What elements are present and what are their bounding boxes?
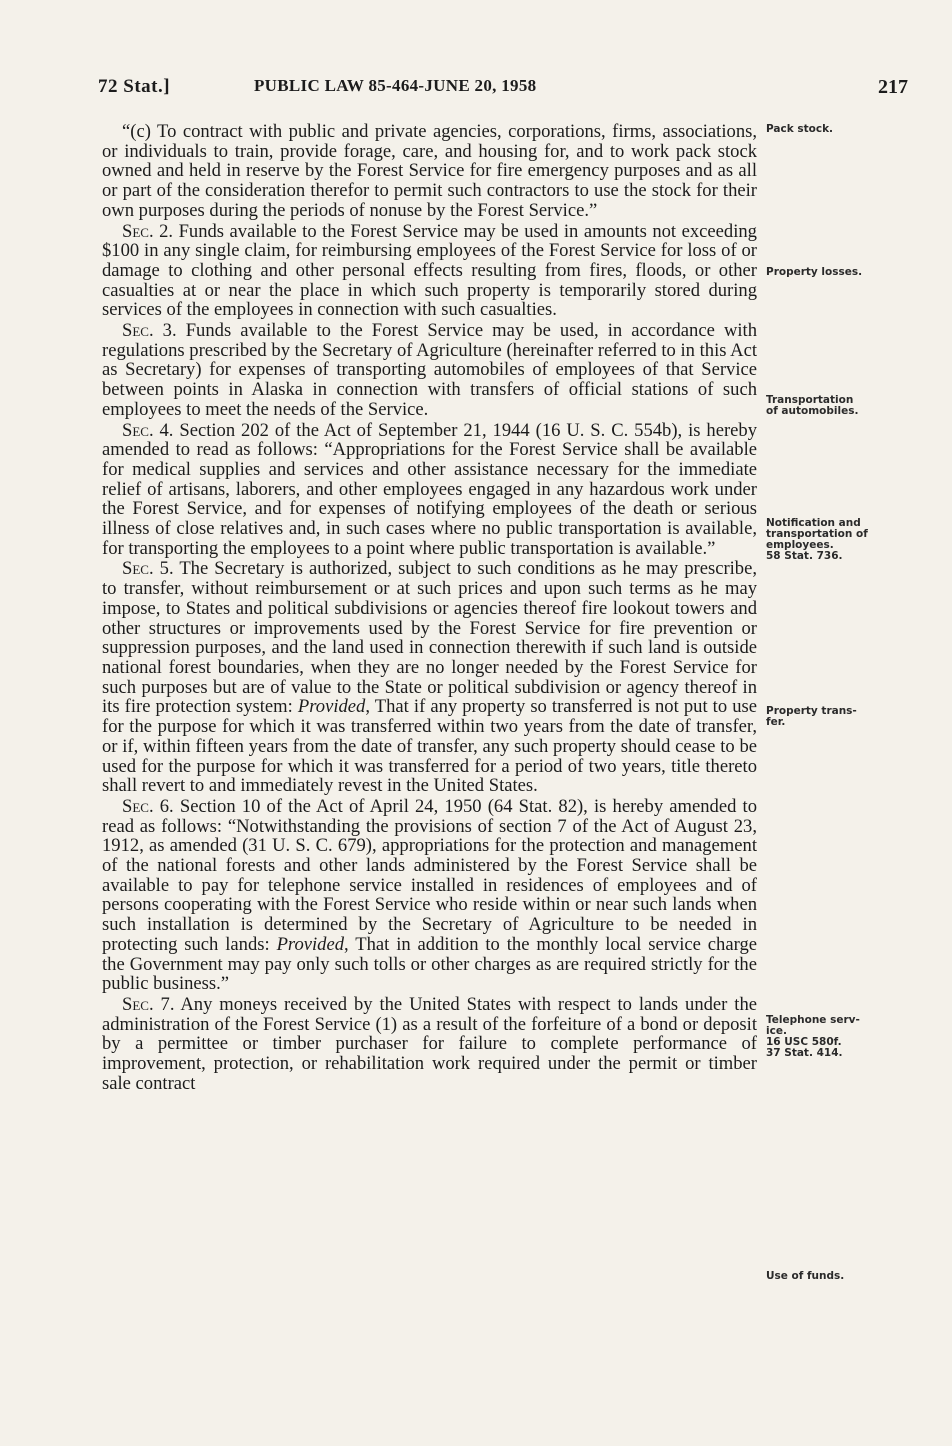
paragraph-sec-2: [102, 222, 757, 321]
margin-note-line: of automobiles.: [766, 405, 859, 417]
text-run: , That in addition to the monthly local service charge the Government may pay only such tolls or other charges as are required strictly for the public business.”: [102, 933, 757, 995]
page-number: 217: [878, 76, 908, 98]
text-run: Any moneys received by the United States with respect to lands under the administration of the Forest Service (1) as a result of the forfeiture of a bond or deposit by a permittee or timber purchaser for failure to complete performance of improvement, protection, or rehabilitation work required under the permit or timber sale contract: [102, 993, 757, 1094]
margin-note-use-of-funds: [766, 1271, 916, 1282]
margin-note-line: 58 Stat. 736.: [766, 550, 843, 562]
margin-note-transportation: [766, 395, 916, 417]
text-run: Section 10 of the Act of April 24, 1950 (64 Stat. 82), is hereby amended to read as follows: “Notwithstanding the provisions of section 7 of the Act of August 23, 1912, as amended (31 U. S. C. 679), appropriations for the protection and management of the national forests and other lands administered by the Forest Service shall be available to pay for telephone service installed in residences of employees and of persons cooperating with the Forest Service who reside within or near such lands when such installation is determined by the Secretary of Agriculture to be needed in protecting such lands:: [102, 795, 757, 955]
margin-note-notification: [766, 518, 916, 562]
section-label: Sec. 7.: [122, 993, 175, 1015]
margin-note-line: Pack stock.: [766, 123, 834, 135]
margin-note-line: transportation of: [766, 528, 868, 540]
margin-note-line: fer.: [766, 716, 786, 728]
margin-note-line: employees.: [766, 539, 834, 551]
margin-note-line: Property losses.: [766, 266, 863, 278]
margin-note-line: ice.: [766, 1025, 787, 1037]
section-label: Sec. 4.: [122, 419, 174, 441]
margin-note-property-transfer: [766, 706, 916, 728]
paragraph-sec-7: [102, 995, 757, 1094]
body-text: [102, 122, 757, 1093]
paragraph-pack-stock: [102, 122, 757, 221]
text-run: The Secretary is authorized, subject to such conditions as he may prescribe, to transfer, without reimbursement or at such prices and upon such terms as he may impose, to States and political subdivisions or agencies thereof fire lookout towers and other structures or improvements used by the Forest Service for fire prevention or suppression purposes, and the land used in connection therewith if such land is outside national forest boundaries, when they are no longer needed by the Forest Service for such purposes but are of value to the State or political subdivision or agency thereof in its fire protection system:: [102, 558, 758, 718]
section-label: Sec. 6.: [122, 795, 174, 817]
paragraph-sec-6: [102, 797, 757, 994]
text-run: “(c) To contract with public and private agencies, corporations, firms, associations, or individuals to train, provide forage, care, and housing for, and to work pack stock owned and held in reserve by the Forest Service for fire emergency purposes and as all or part of the consideration therefor to permit such contractors to use the stock for their own purposes during the periods of nonuse by the Forest Service.”: [102, 121, 757, 221]
margin-note-line: Telephone serv-: [766, 1014, 860, 1026]
paragraph-sec-3: [102, 321, 757, 420]
margin-note-line: Transportation: [766, 394, 854, 406]
margin-note-pack-stock: [766, 124, 916, 135]
section-label: Sec. 3.: [122, 320, 177, 342]
text-run: , That if any property so transferred is not put to use for the purpose for which it was transferred within two years from the date of transfer, or if, within fifteen years from the date of transfer, any such property should cease to be used for the purpose for which it was transferred for a period of two years, title thereto shall revert to and immediately revest in the United States.: [102, 696, 758, 797]
margin-note-telephone: [766, 1015, 916, 1059]
italic-term: Provided: [276, 933, 345, 955]
text-run: Section 202 of the Act of September 21, 1944 (16 U. S. C. 554b), is hereby amended to read as follows: “Appropriations for the Forest Service shall be available for medical supplies and services and other assistance necessary for the immediate relief of artisans, laborers, and other employees engaged in any hazardous work under the Forest Service, and for expenses of notifying employees of the death or serious illness of close relatives and, in such cases where no public transportation is available, for transporting the employees to a point where public transportation is available.”: [102, 419, 757, 559]
text-run: Funds available to the Forest Service may be used, in accordance with regulations prescribed by the Secretary of Agriculture (hereinafter referred to in this Act as Secretary) for expenses of transporting automobiles of employees of that Service between points in Alaska in connection with transfers of official stations of such employees to meet the needs of the Service.: [102, 320, 757, 420]
page-header: [98, 76, 908, 100]
margin-note-line: 16 USC 580f.: [766, 1036, 842, 1048]
law-title: PUBLIC LAW 85-464-JUNE 20, 1958: [254, 76, 537, 95]
margin-note-line: Use of funds.: [766, 1270, 845, 1282]
italic-term: Provided: [297, 696, 366, 718]
margin-note-line: 37 Stat. 414.: [766, 1047, 843, 1059]
paragraph-sec-4: [102, 421, 757, 559]
margin-note-line: Property trans-: [766, 705, 857, 717]
margin-note-property-losses: [766, 267, 916, 278]
paragraph-sec-5: [102, 559, 757, 795]
section-label: Sec. 5.: [122, 558, 174, 580]
text-run: Funds available to the Forest Service may be used in amounts not exceeding $100 in any single claim, for reimbursing employees of the Forest Service for loss of or damage to clothing and other personal effects resulting from fires, floods, or other casualties at or near the place in which such property is temporarily stored during services of the employees in connection with such casualties.: [102, 220, 757, 321]
margin-note-line: Notification and: [766, 517, 861, 529]
section-label: Sec. 2.: [122, 220, 174, 242]
volume-citation: 72 Stat.]: [98, 76, 171, 97]
